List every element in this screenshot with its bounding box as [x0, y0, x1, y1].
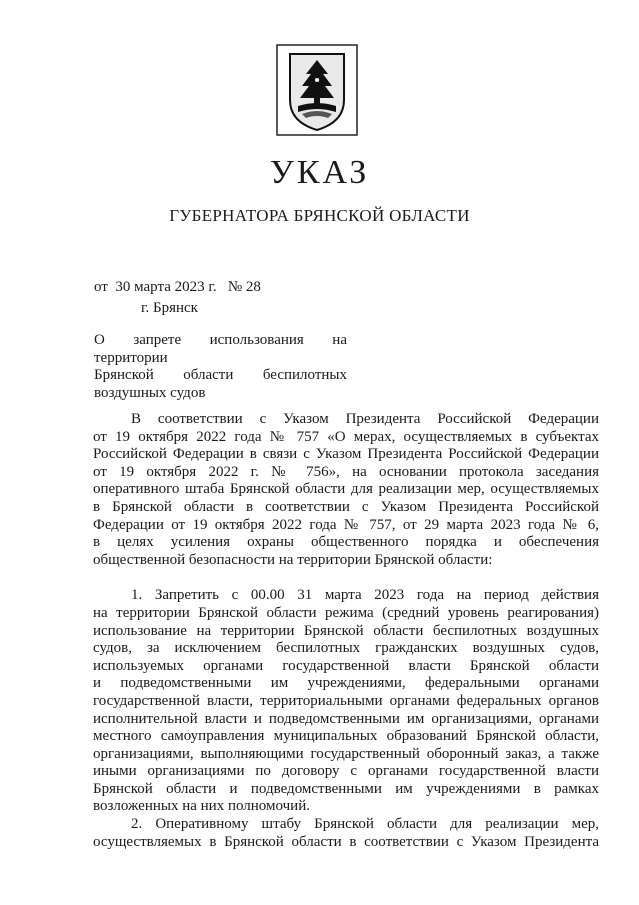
text-line: 2. Оперативному штабу Брянской области для реализации мер,	[131, 816, 599, 833]
text-line: и подведомственными им учреждениями, федеральными органами	[93, 675, 599, 692]
text-line: осуществляемых в Брянской области в соответствии с Указом Президента	[93, 833, 599, 850]
text-line: использование на территории Брянской области беспилотных воздушных	[93, 622, 599, 639]
text-line: возложенных на них полномочий.	[93, 798, 310, 815]
subject-line: Брянской области беспилотных	[94, 367, 347, 383]
text-line: общественной безопасности на территории Брянской области:	[93, 551, 493, 568]
text-line: В соответствии с Указом Президента Российской Федерации	[131, 411, 599, 427]
text-line: судов, за исключением беспилотных гражданских воздушных судов,	[93, 640, 599, 657]
text-line: организациями, выполняющими государственный оборонный заказ, а также	[93, 745, 599, 762]
text-line: Брянской области и подведомственными им учреждениями в рамках	[93, 780, 599, 797]
dateline	[94, 279, 261, 296]
document-city: г. Брянск	[141, 300, 198, 316]
text-line: иными организациями по договору с органами государственной власти	[93, 763, 599, 780]
subject-line: О запрете использования на территории	[94, 332, 347, 366]
text-line: местного самоуправления муниципальных образований Брянской области,	[93, 728, 599, 745]
document-date: 30 марта 2023 г.	[115, 279, 217, 295]
text-line: Российской Федерации в связи с Указом Президента Российской Федерации	[93, 446, 599, 463]
item-1-paragraph	[93, 587, 599, 816]
text-line: используемых органами государственной власти Брянской области	[93, 657, 599, 674]
document-subject	[94, 332, 347, 402]
coat-of-arms-icon	[276, 44, 358, 136]
text-line: от 19 октября 2022 г. № 756», на основании протокола заседания	[93, 463, 599, 480]
text-line: 1. Запретить с 00.00 31 марта 2023 года на период действия	[131, 587, 599, 604]
item-2-paragraph	[93, 816, 599, 851]
text-line: на территории Брянской области режима (средний уровень реагирования)	[93, 604, 599, 621]
text-line: от 19 октября 2022 года № 757 «О мерах, осуществляемых в субъектах	[93, 428, 599, 445]
subject-line: воздушных судов	[94, 384, 206, 401]
text-line: Федерации от 19 октября 2022 года № 757, от 29 марта 2023 года № 6,	[93, 516, 599, 533]
text-line: в Брянской области в соответствии с Указом Президента Российской	[93, 498, 599, 515]
date-prefix: от	[94, 279, 108, 295]
text-line: оперативного штаба Брянской области для реализации мер, осуществляемых	[93, 481, 599, 498]
document-body	[93, 411, 599, 851]
text-line: исполнительной власти и подведомственными им организациями, органами	[93, 710, 599, 727]
document-number: № 28	[227, 279, 261, 295]
text-line: в целях усиления охраны общественного порядка и обеспечения	[93, 534, 599, 551]
document-title: УКАЗ	[269, 154, 370, 191]
document-subtitle: ГУБЕРНАТОРА БРЯНСКОЙ ОБЛАСТИ	[169, 206, 470, 225]
bryansk-emblem-icon	[276, 44, 358, 136]
preamble-paragraph	[93, 411, 599, 569]
text-line: государственной власти, территориальными органами федеральных органов	[93, 692, 599, 709]
